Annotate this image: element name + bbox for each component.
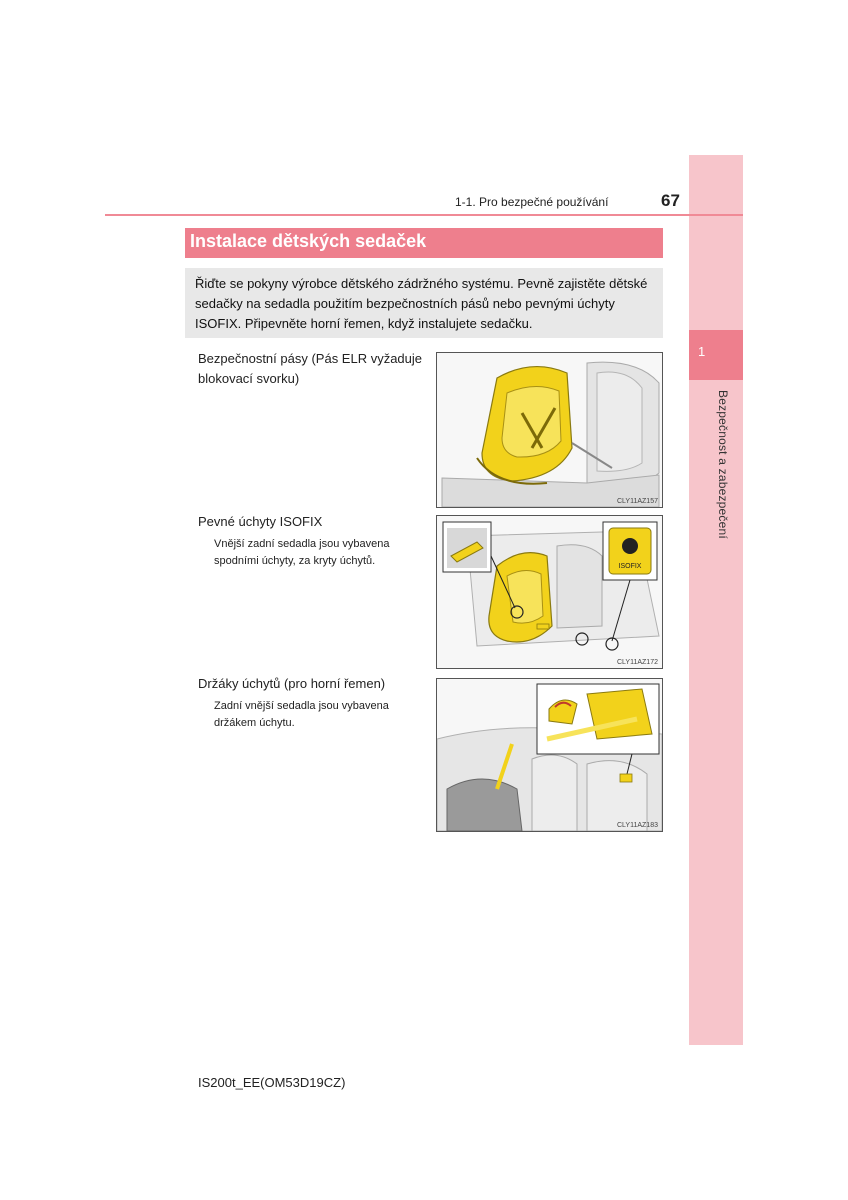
- item-seatbelt-title: Bezpečnostní pásy (Pás ELR vyžaduje blokovací svorku): [198, 351, 423, 386]
- page-heading: Instalace dětských sedaček: [190, 231, 427, 251]
- figure-seatbelt-install: [436, 352, 663, 508]
- footer-model-code: IS200t_EE(OM53D19CZ): [198, 1075, 346, 1090]
- figure-code: CLY11AZ157: [617, 498, 658, 505]
- page-number: 67: [661, 191, 680, 210]
- item-tether-title: Držáky úchytů (pro horní řemen): [198, 676, 386, 691]
- figure-code: CLY11AZ172: [617, 659, 658, 666]
- section-title: 1-1. Pro bezpečné používání: [455, 195, 609, 209]
- chapter-number: 1: [698, 344, 706, 359]
- item-tether-description: Zadní vnější sedadla jsou vybavena držákem úchytu.: [214, 700, 389, 729]
- item-isofix-description: Vnější zadní sedadla jsou vybavena spodními úchyty, za kryty úchytů.: [214, 538, 390, 567]
- figure-tether-anchors: [436, 678, 663, 832]
- item-isofix-title: Pevné úchyty ISOFIX: [198, 514, 323, 529]
- isofix-inset-label: ISOFIX: [618, 563, 642, 570]
- figure-code: CLY11AZ183: [617, 822, 658, 829]
- chapter-title: Bezpečnost a zabezpečení: [716, 390, 730, 539]
- chapter-side-tab: [689, 155, 743, 1045]
- header-divider: [105, 214, 743, 216]
- figure-isofix-anchors: [436, 515, 663, 669]
- intro-text: Řiďte se pokyny výrobce dětského zádržného systému. Pevně zajistěte dětské sedačky na sedadla použitím bezpečnostních pásů nebo pevnými úchyty ISOFIX. Připevněte horní řemen, když instalujete sedačku.: [195, 276, 648, 331]
